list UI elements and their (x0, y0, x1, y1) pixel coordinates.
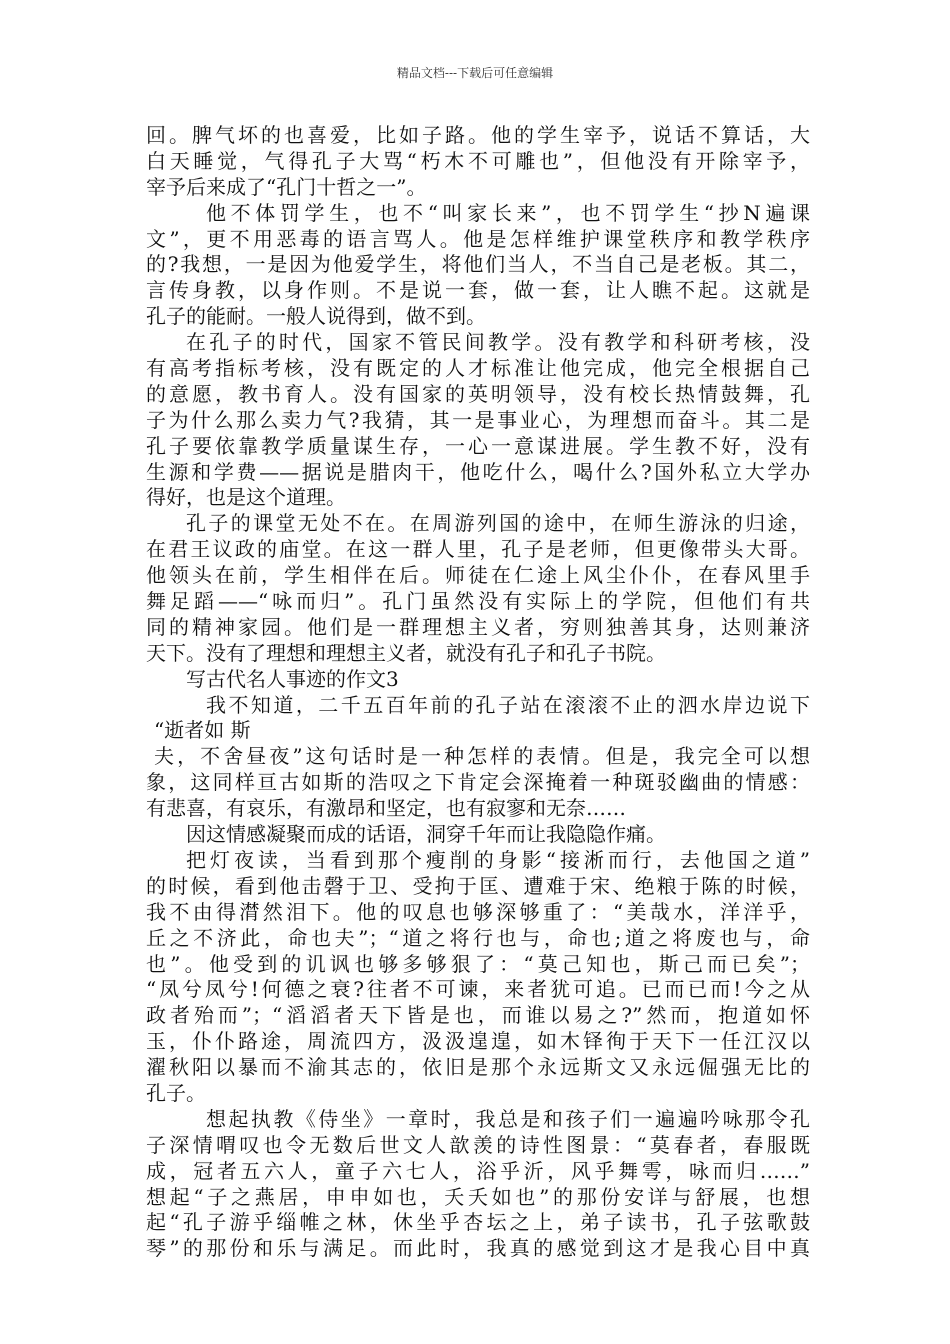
text-line: 政者殆而”；“滔滔者天下皆是也，而谁以易之?”然而，抱道如怀 (146, 1003, 810, 1028)
text-line: 起“孔子游乎缁帷之林，休坐乎杏坛之上，弟子读书，孔子弦歌鼓 (146, 1210, 810, 1235)
text-line: 孔子要依靠教学质量谋生存，一心一意谋进展。学生教不好，没有 (146, 433, 810, 458)
text-line: 濯秋阳以暴而不渝其志的，依旧是那个永远斯文又永远倔强无比的 (146, 1055, 810, 1080)
text-line: 写古代名人事迹的作文3 (186, 666, 399, 691)
text-line: 在君王议政的庙堂。在这一群人里，孔子是老师，但更像带头大哥。 (146, 537, 810, 562)
text-line: 他不体罚学生，也不“叫家长来”，也不罚学生“抄N遍课 (206, 200, 810, 225)
text-line: 宰予后来成了“孔门十哲之一”。 (146, 174, 427, 199)
text-line: “凤兮凤兮!何德之衰?往者不可谏，来者犹可追。已而已而!今之从 (146, 977, 810, 1002)
text-line: 同的精神家园。他们是一群理想主义者，穷则独善其身，达则兼济 (146, 614, 810, 639)
text-line: 他领头在前，学生相伴在后。师徒在仁途上风尘仆仆，在春风里手 (146, 563, 810, 588)
text-line: 玉，仆仆路途，周流四方，汲汲遑遑，如木铎徇于天下一任江汉以 (146, 1029, 810, 1054)
text-line: 子为什么那么卖力气?我猜，其一是事业心，为理想而奋斗。其二是 (146, 407, 810, 432)
text-line: 的意愿，教书育人。没有国家的英明领导，没有校长热情鼓舞，孔 (146, 381, 810, 406)
text-line: 的时候，看到他击磬于卫、受拘于匡、遭难于宋、绝粮于陈的时候， (146, 873, 810, 898)
text-line: 我不知道，二千五百年前的孔子站在滚滚不止的泗水岸边说下 (206, 692, 810, 717)
text-line: 丘之不济此，命也夫”；“道之将行也与，命也;道之将废也与，命 (146, 925, 810, 950)
text-line: 有悲喜，有哀乐，有激昂和坚定，也有寂寥和无奈…… (146, 796, 626, 821)
text-line: 生源和学费——据说是腊肉干，他吃什么，喝什么?国外私立大学办 (146, 459, 810, 484)
text-line: 象，这同样亘古如斯的浩叹之下肯定会深掩着一种斑驳幽曲的情感： (146, 770, 810, 795)
text-line: 言传身教，以身作则。不是说一套，做一套，让人瞧不起。这就是 (146, 278, 810, 303)
text-line: 把灯夜读，当看到那个瘦削的身影“接淅而行，去他国之道” (186, 847, 810, 872)
text-line: 天下。没有了理想和理想主义者，就没有孔子和孔子书院。 (146, 640, 666, 665)
text-line: 回。脾气坏的也喜爱，比如子路。他的学生宰予，说话不算话，大 (146, 123, 810, 147)
text-line: 的?我想，一是因为他爱学生，将他们当人，不当自己是老板。其二， (146, 252, 810, 277)
text-line: 白天睡觉，气得孔子大骂“朽木不可雕也”，但他没有开除宰予， (146, 148, 810, 173)
text-line: 子深情喟叹也令无数后世文人歆羡的诗性图景：“莫春者，春服既 (146, 1132, 810, 1157)
text-line: 夫，不舍昼夜”这句话时是一种怎样的表情。但是，我完全可以想 (154, 744, 810, 769)
page-header: 精品文档---下载后可任意编辑 (396, 66, 554, 80)
text-line: 有高考指标考核，没有既定的人才标准让他完成，他完全根据自己 (146, 356, 810, 381)
text-line: “逝者如 斯 (154, 718, 251, 743)
text-line: 舞足蹈——“咏而归”。孔门虽然没有实际上的学院，但他们有共 (146, 589, 810, 614)
text-line: 想起“子之燕居，申申如也，夭夭如也”的那份安详与舒展，也想 (146, 1184, 810, 1209)
text-line: 因这情感凝聚而成的话语，洞穿千年而让我隐隐作痛。 (186, 822, 666, 847)
text-line: 成，冠者五六人，童子六七人，浴乎沂，风乎舞雩，咏而归……” (146, 1158, 810, 1183)
text-line: 在孔子的时代，国家不管民间教学。没有教学和科研考核，没 (186, 330, 810, 355)
text-line: 也”。他受到的讥讽也够多够狠了：“莫己知也，斯己而已矣”； (146, 951, 810, 976)
text-line: 孔子的课堂无处不在。在周游列国的途中，在师生游泳的归途， (186, 511, 810, 536)
text-line: 琴”的那份和乐与满足。而此时，我真的感觉到这才是我心目中真 (146, 1236, 810, 1261)
document-body (146, 123, 810, 1262)
text-line: 想起执教《侍坐》一章时，我总是和孩子们一遍遍吟咏那令孔 (206, 1106, 810, 1131)
text-line: 得好，也是这个道理。 (146, 485, 346, 510)
text-line: 孔子。 (146, 1080, 206, 1105)
text-line: 我不由得潸然泪下。他的叹息也够深够重了：“美哉水，洋洋乎， (146, 899, 810, 924)
text-line: 文”，更不用恶毒的语言骂人。他是怎样维护课堂秩序和教学秩序 (146, 226, 810, 251)
text-line: 孔子的能耐。一般人说得到，做不到。 (146, 304, 486, 329)
